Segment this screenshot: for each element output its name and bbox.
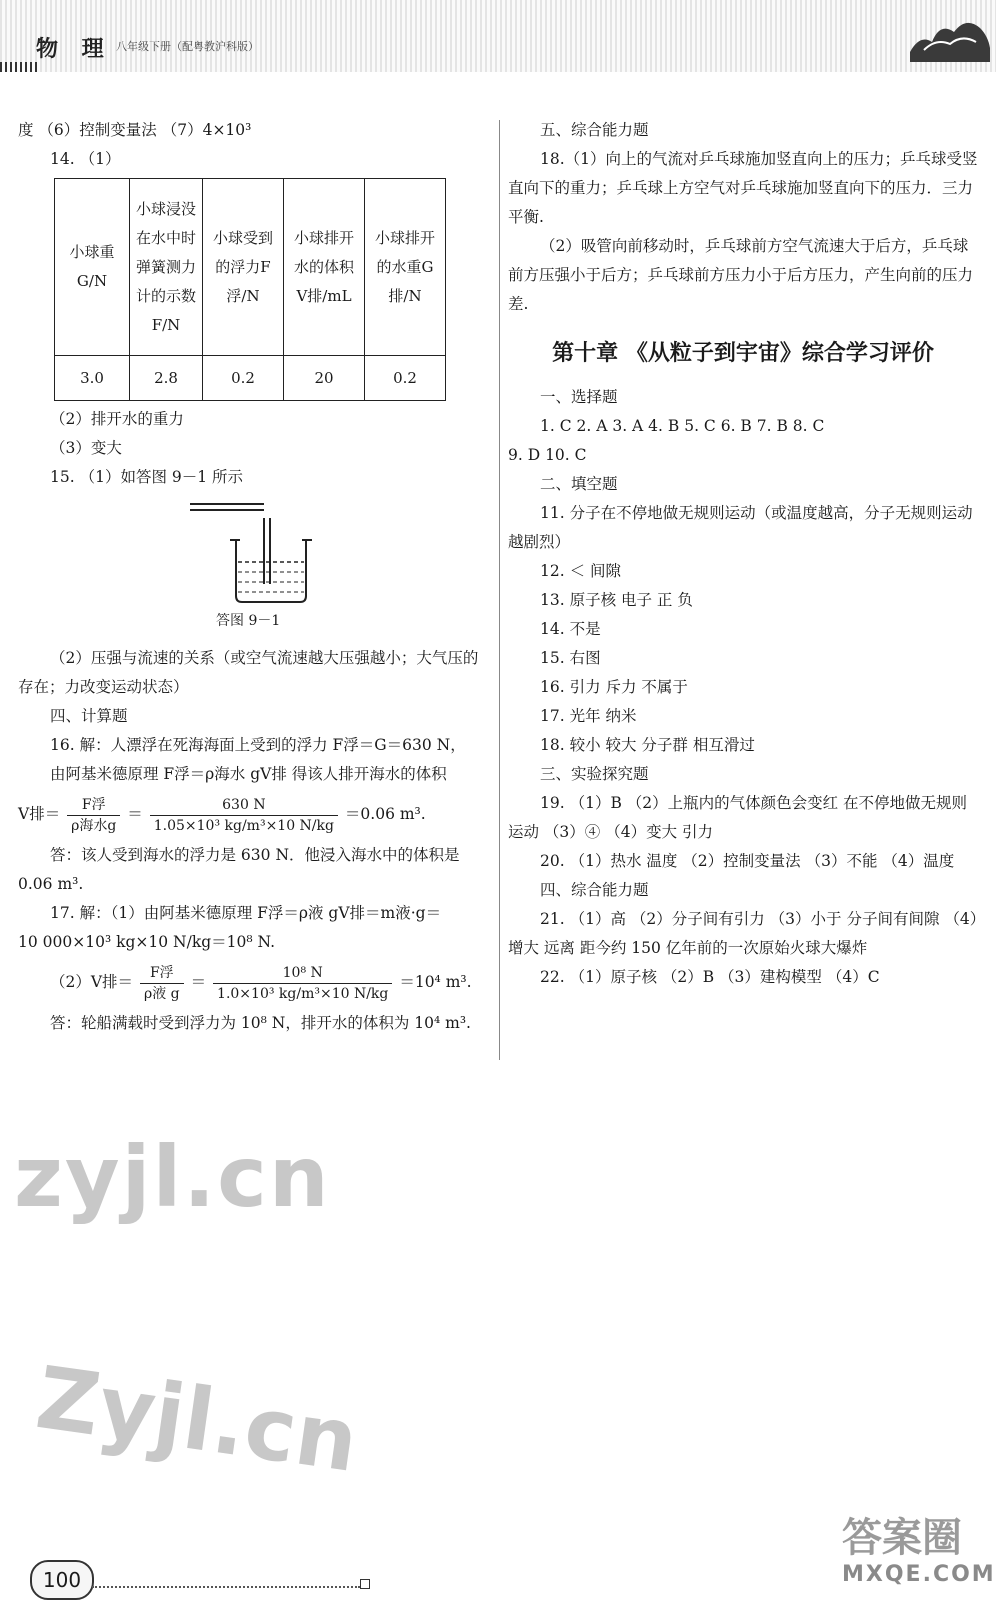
denominator: ρ液 g [144,985,180,1002]
denominator: 1.05×10³ kg/m³×10 N/kg [153,817,334,834]
numerator: 630 N [150,795,338,816]
section-heading: 一、选择题 [540,388,618,406]
answer-line: 17. 解：（1）由阿基米德原理 F浮＝ρ液 gV排＝m液·g＝ [50,904,442,922]
mountain-decoration-icon [910,12,990,62]
answer-line: 度 （6）控制变量法 （7）4×10³ [18,121,252,139]
answer-line: 13. 原子核 电子 正 负 [540,591,693,609]
table-header-row [55,179,446,356]
answer-line: 15. 右图 [540,649,601,667]
fraction [213,963,392,1004]
answer-paragraph: 11. 分子在不停地做无规则运动（或温度越高，分子无规则运动越剧烈） [508,504,973,551]
beaker-figure [18,492,492,644]
right-column [508,116,978,992]
answer-line: 16. 引力 斥力 不属于 [540,678,688,696]
answer-line: （2）排开水的重力 [50,410,184,428]
answer-line: 14. 不是 [540,620,601,638]
column-divider [499,120,500,1060]
header-band [0,0,996,72]
table-header-cell: 小球排开水的体积V排/mL [284,179,365,356]
formula-text: ＝ [127,805,143,823]
q14-label: 14. （1） [50,150,121,168]
section-heading: 三、实验探究题 [540,765,649,783]
table-cell: 2.8 [130,356,203,401]
answer-paragraph: （2）吸管向前移动时，乒乓球前方空气流速大于后方，乒乓球前方压强小于后方；乒乓球前方压力小于后方压力，产生向前的压力差. [508,237,974,313]
table-row [55,356,446,401]
table-header-cell: 小球受到的浮力F浮/N [203,179,284,356]
formula-text: ＝ [190,973,207,991]
answer-line: 15. （1）如答图 9－1 所示 [50,468,244,486]
left-column [18,116,492,1038]
footer-dotted-line [92,1586,360,1588]
numerator: F浮 [140,963,184,984]
answer-line: 1. C 2. A 3. A 4. B 5. C 6. B 7. B 8. C [540,417,825,435]
answer-paragraph: 21. （1）高 （2）分子间有引力 （3）小于 分子间有间隙 （4）增大 远离 距今约 150 亿年前的一次原始火球大爆炸 [508,910,978,957]
answer-line: 16. 解：人漂浮在死海海面上受到的浮力 F浮＝G＝630 N， [50,736,466,754]
section-heading: 二、填空题 [540,475,618,493]
header-ticks [0,62,40,72]
figure-caption: 答图 9－1 [216,613,281,629]
section-heading: 四、综合能力题 [540,881,649,899]
denominator: ρ海水g [71,817,117,834]
answer-line: 22. （1）原子核 （2）B （3）建构模型 （4）C [540,968,880,986]
page-number: 100 [30,1560,94,1600]
numerator: 10⁸ N [213,963,392,984]
formula-text: ＝0.06 m³. [344,805,426,823]
chapter-title: 第十章 《从粒子到宇宙》综合学习评价 [552,340,934,366]
footer-square-icon [360,1579,370,1589]
table-header-cell: 小球排开的水重G排/N [365,179,446,356]
answer-line: 18. 较小 较大 分子群 相互滑过 [540,736,755,754]
answer-line: 9. D 10. C [508,446,587,464]
answer-paragraph: （2）压强与流速的关系（或空气流速越大压强越小；大气压的存在；力改变运动状态） [18,649,479,696]
numerator: F浮 [67,795,120,816]
formula-row [18,957,492,1009]
beaker-diagram-icon [18,492,492,610]
answer-line: （3）变大 [50,439,122,457]
table-cell: 20 [284,356,365,401]
table-header-cell: 小球重G/N [55,179,130,356]
table-cell: 0.2 [203,356,284,401]
fraction [67,795,120,836]
answer-line: 10 000×10³ kg×10 N/kg＝10⁸ N. [18,933,275,951]
formula-text: V排＝ [18,805,61,823]
answer-paragraph: 20. （1）热水 温度 （2）控制变量法 （3）不能 （4）温度 [540,852,955,870]
answer-paragraph: 答：轮船满载时受到浮力为 10⁸ N，排开水的体积为 10⁴ m³. [50,1014,471,1032]
watermark: zyjl.cn [14,1128,331,1226]
book-subtitle: 八年级下册（配粤教沪科版） [116,40,259,53]
denominator: 1.0×10³ kg/m³×10 N/kg [217,985,389,1002]
section-heading: 四、计算题 [50,707,128,725]
data-table [54,178,446,401]
answer-paragraph: 18.（1）向上的气流对乒乓球施加竖直向上的压力；乒乓球受竖直向下的重力；乒乓球上方空气对乒乓球施加竖直向下的压力．三力平衡. [508,150,978,226]
answer-paragraph: 答：该人受到海水的浮力是 630 N．他浸入海水中的体积是 0.06 m³. [18,846,460,893]
subject-title: 物 理 [36,36,112,62]
watermark-url: MXQE.COM [842,1562,996,1587]
answer-line: 12. ＜ 间隙 [540,562,622,580]
answer-paragraph: 19. （1）B （2）上瓶内的气体颜色会变红 在不停地做无规则运动 （3）④ （4）变大 引力 [508,794,968,841]
table-cell: 0.2 [365,356,446,401]
watermark: Zyjl.cn [30,1348,364,1492]
fraction [150,795,338,836]
formula-text: ＝10⁴ m³. [399,973,472,991]
answer-line: 17. 光年 纳米 [540,707,637,725]
watermark-logo: 答案圈 [842,1515,962,1561]
fraction [140,963,184,1004]
table-cell: 3.0 [55,356,130,401]
answer-line: 由阿基米德原理 F浮＝ρ海水 gV排 得该人排开海水的体积 [50,765,447,783]
table-header-cell: 小球浸没在水中时弹簧测力计的示数F/N [130,179,203,356]
formula-text: （2）V排＝ [50,973,134,991]
section-heading: 五、综合能力题 [540,121,649,139]
formula-row [18,789,492,841]
